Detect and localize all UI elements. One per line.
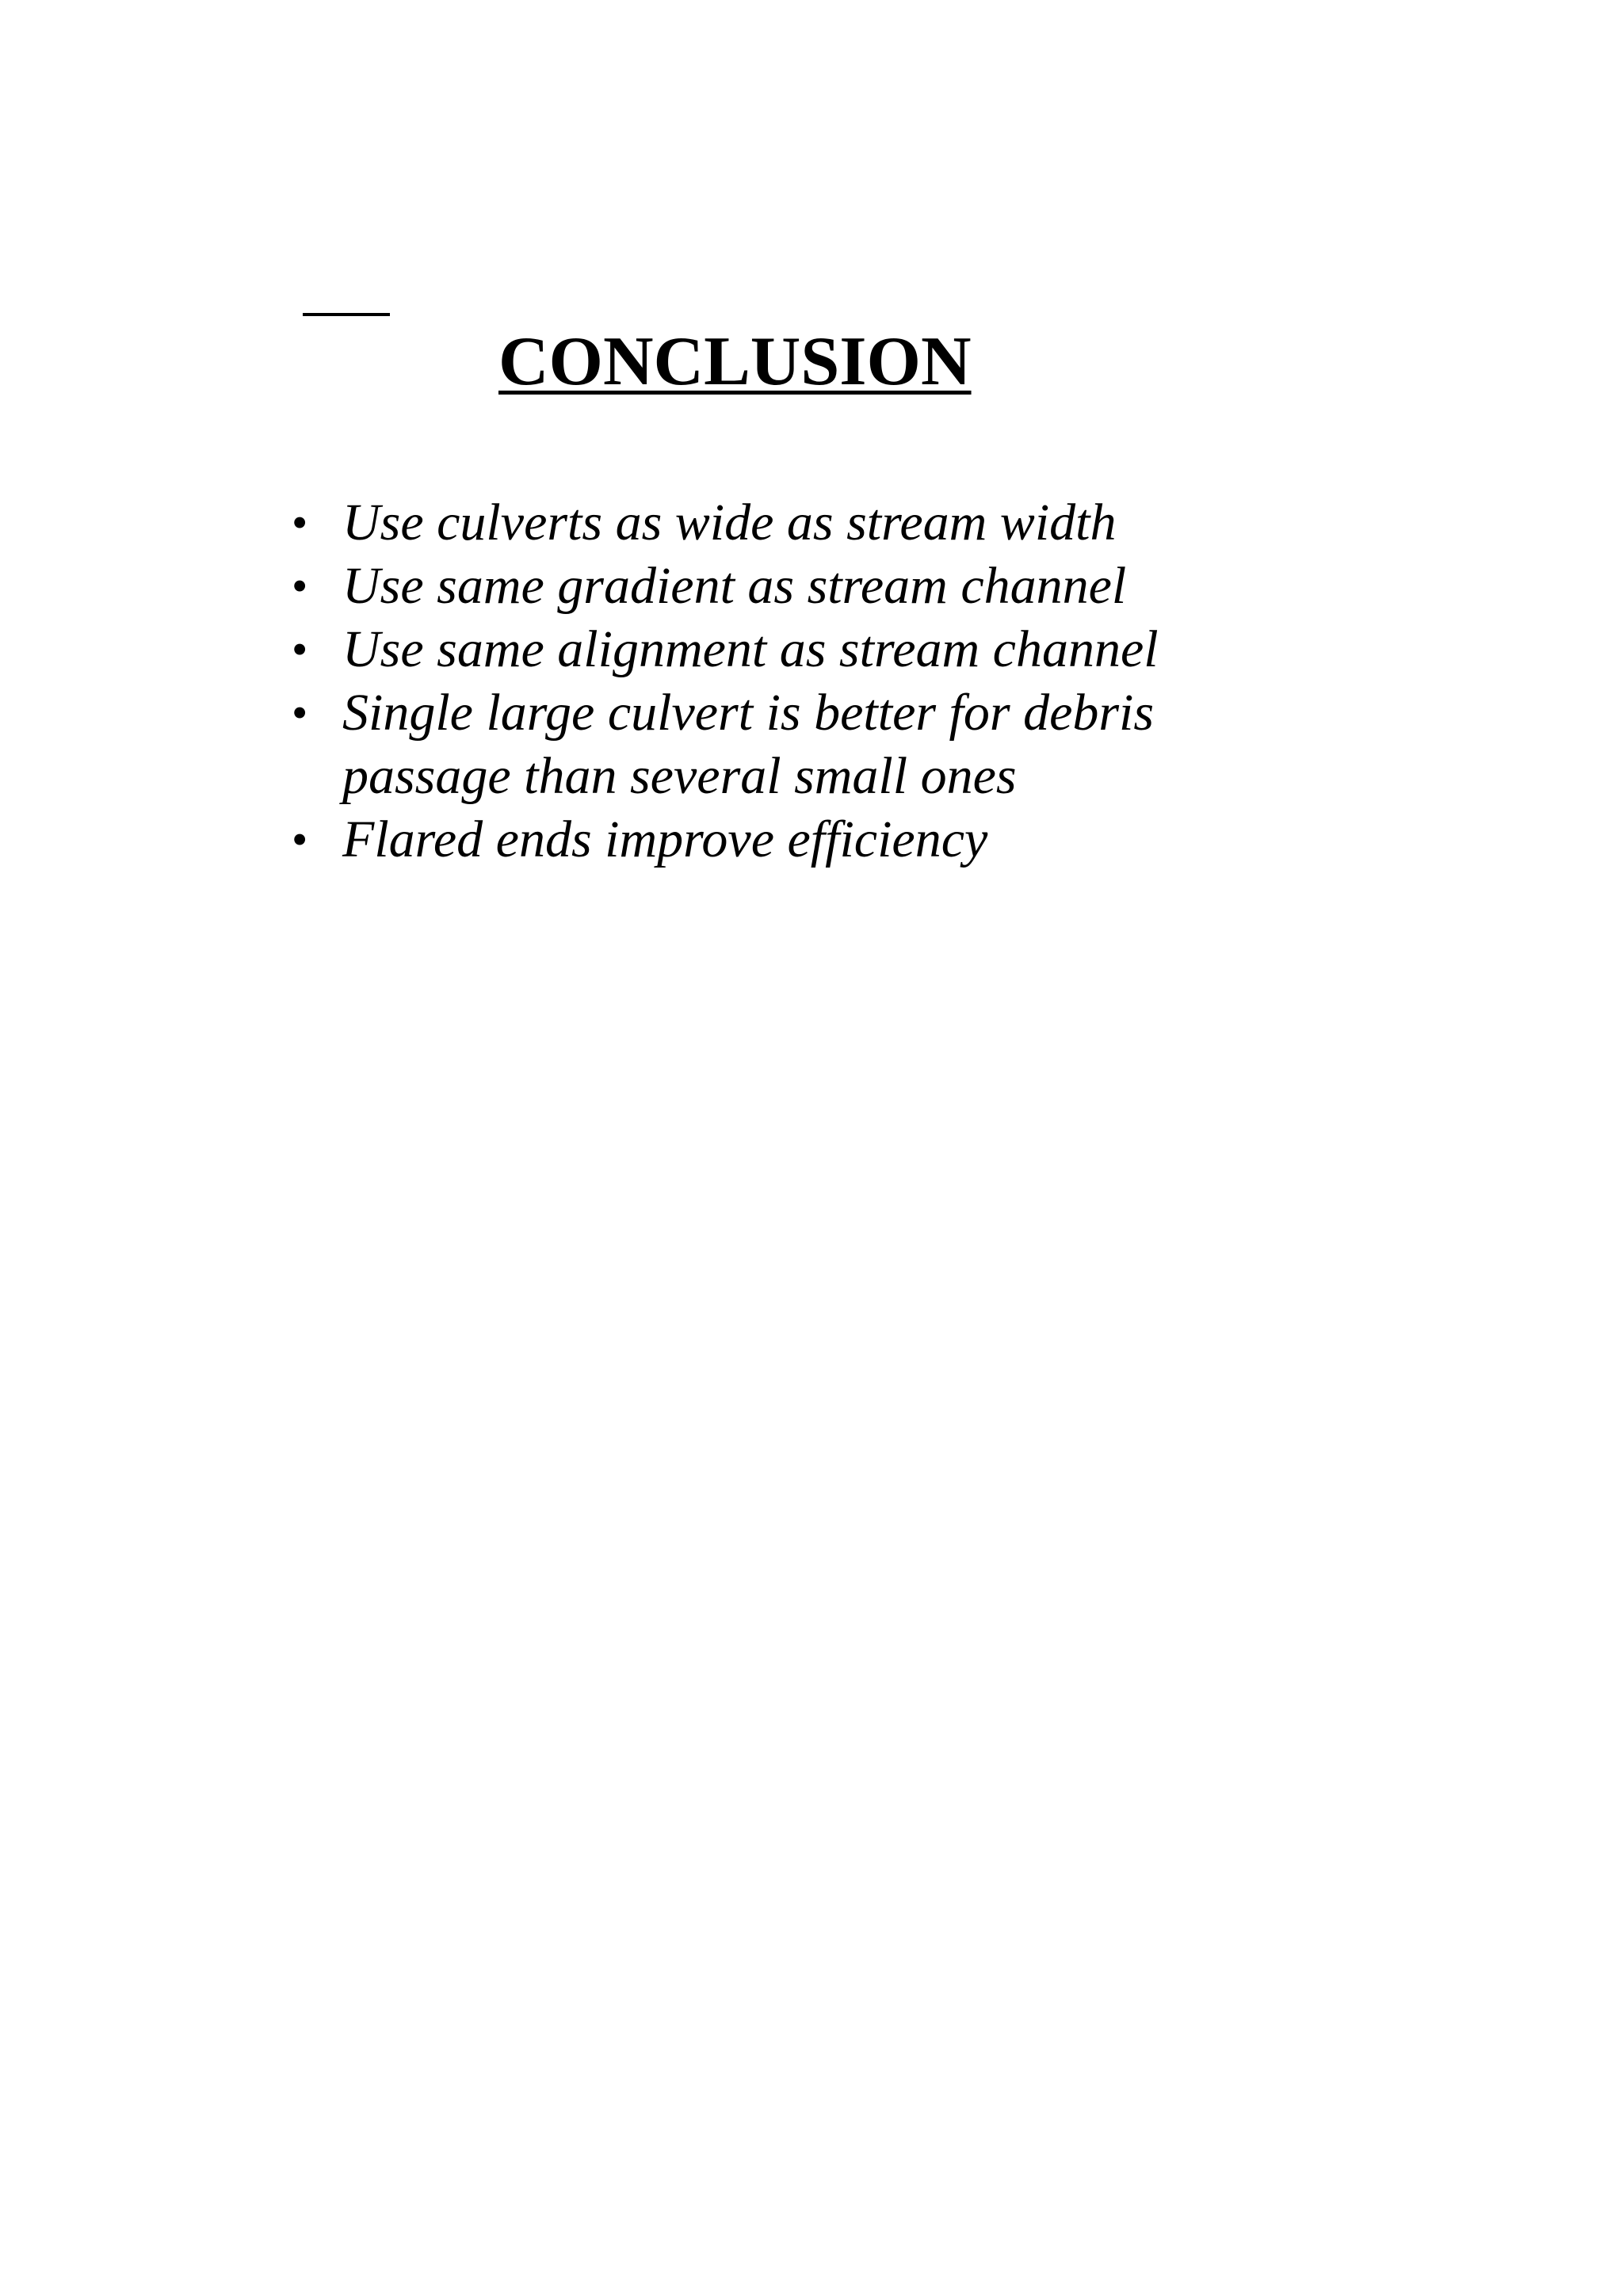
list-item (292, 808, 1322, 871)
list-item (292, 491, 1322, 555)
bullet-icon: • (292, 814, 308, 865)
list-item-text: Single large culvert is better for debris passage than several small ones (342, 684, 1155, 805)
bullet-icon: • (292, 497, 308, 548)
bullet-icon: • (292, 560, 308, 612)
list-item-text: Flared ends improve efficiency (342, 810, 988, 868)
list-item (292, 618, 1322, 681)
page-title: CONCLUSION (498, 323, 972, 400)
list-item-text: Use culverts as wide as stream width (342, 494, 1117, 551)
list-item-text: Use same alignment as stream channel (342, 620, 1159, 678)
list-item (292, 681, 1322, 808)
list-item (292, 555, 1322, 618)
horizontal-rule (303, 313, 390, 316)
list-item-text: Use same gradient as stream channel (342, 557, 1127, 615)
bullet-icon: • (292, 687, 308, 738)
bullet-icon: • (292, 624, 308, 675)
conclusion-list (292, 491, 1322, 871)
